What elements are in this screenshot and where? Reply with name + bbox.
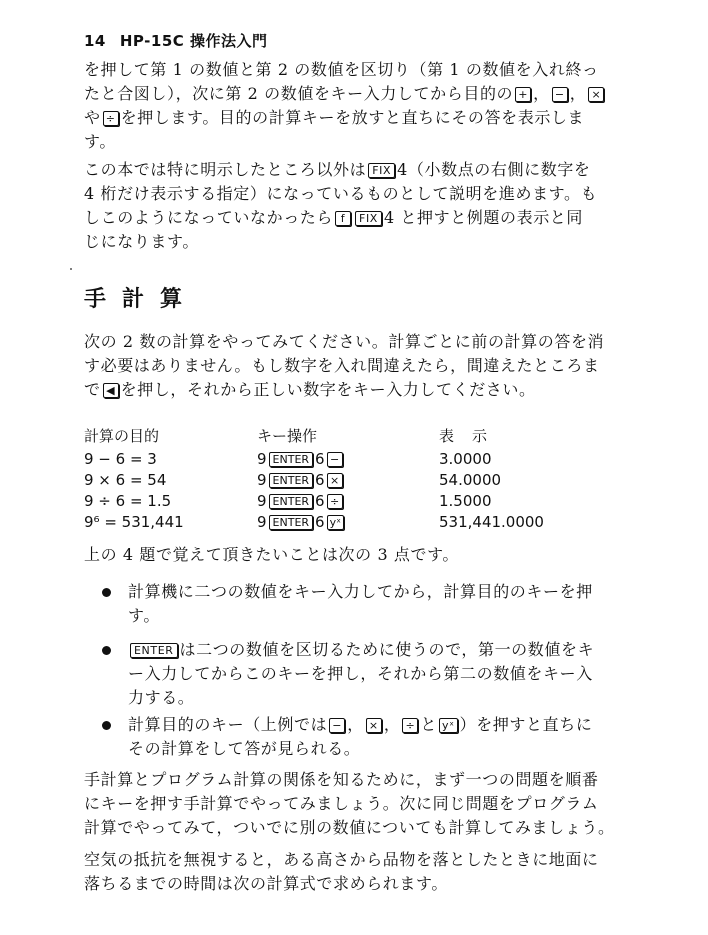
display-cell: 531,441.0000 — [439, 512, 544, 531]
power-key: yˣ — [327, 515, 344, 530]
purpose-cell: 9 − 6 = 3 — [84, 449, 157, 468]
enter-key: ENTER — [269, 473, 314, 488]
keys-cell: 9 ENTER 6 ÷ — [257, 490, 439, 511]
header-keys: キー操作 — [257, 426, 318, 445]
table-header-row — [84, 422, 639, 448]
plus-key: + — [515, 87, 531, 102]
display-cell: 3.0000 — [439, 449, 492, 468]
intro-paragraph — [84, 58, 632, 154]
intro-line: を押して第 1 の数値と第 2 の数値を区切り（第 1 の数値を入れ終っ — [84, 60, 599, 79]
purpose-cell: 9⁶ = 531,441 — [84, 512, 184, 531]
purpose-cell: 9 ÷ 6 = 1.5 — [84, 491, 172, 510]
minus-key: − — [327, 452, 343, 467]
divide-key: ÷ — [103, 111, 119, 126]
header-display: 表示 — [439, 426, 506, 445]
fix-key: FIX — [355, 211, 382, 226]
f-key: f — [335, 211, 351, 226]
bullet-dot-icon — [102, 646, 111, 655]
divide-key: ÷ — [402, 718, 418, 733]
print-speck — [70, 268, 72, 270]
enter-key: ENTER — [130, 643, 178, 658]
fix-line: 4 桁だけ表示する指定）になっているものとして説明を進めます。も — [84, 184, 598, 203]
final-paragraph — [84, 848, 632, 896]
intro-line: や ÷ を押します。目的の計算キーを放すと直ちにその答を表示しま — [84, 108, 585, 127]
manual-line: で ◀ を押し，それから正しい数字をキー入力してください。 — [84, 380, 536, 399]
purpose-cell: 9 × 6 = 54 — [84, 470, 167, 489]
times-key: × — [588, 87, 604, 102]
program-line: にキーを押す手計算でやってみましょう。次に同じ問題をプログラム — [84, 794, 599, 813]
enter-key: ENTER — [269, 515, 314, 530]
header-purpose: 計算の目的 — [84, 426, 160, 445]
back-arrow-key: ◀ — [103, 383, 119, 398]
final-line: 落ちるまでの時間は次の計算式で求められます。 — [84, 874, 448, 893]
fix-line: しこのようになっていなかったら f FIX 4 と押すと例題の表示と同 — [84, 208, 584, 227]
keys-cell: 9 ENTER 6 × — [257, 469, 439, 490]
bullet-text: 計算機に二つの数値をキー入力してから，計算目的のキーを押 す。 — [128, 582, 593, 625]
final-line: 空気の抵抗を無視すると，ある高さから品物を落としたときに地面に — [84, 850, 599, 869]
program-paragraph — [84, 768, 632, 840]
intro-line: す。 — [84, 132, 116, 151]
fix-line: この本では特に明示したところ以外は FIX 4（小数点の右側に数字を — [84, 160, 591, 179]
bullet-dot-icon — [102, 588, 111, 597]
keys-cell: 9 ENTER 6 − — [257, 448, 439, 469]
times-key: × — [327, 473, 343, 488]
manual-line: 次の 2 数の計算をやってみてください。計算ごとに前の計算の答を消 — [84, 332, 605, 351]
summary-intro: 上の 4 題で覚えて頂きたいことは次の 3 点です。 — [84, 545, 460, 564]
page-header — [84, 30, 268, 51]
minus-key: − — [552, 87, 568, 102]
divide-key: ÷ — [327, 494, 343, 509]
bullet-text: ENTER は二つの数値を区切るために使うので，第一の数値をキ ー入力してからこのキーを押し，それから第二の数値をキー入 力する。 — [128, 640, 595, 707]
section-title: 手計算 — [84, 287, 199, 312]
manual-paragraph — [84, 330, 632, 402]
enter-key: ENTER — [269, 452, 314, 467]
program-line: 計算でやってみて，ついでに別の数値についても計算してみましょう。 — [84, 818, 615, 837]
bullet-dot-icon — [102, 721, 111, 730]
display-cell: 54.0000 — [439, 470, 502, 489]
fix-paragraph — [84, 158, 632, 254]
table-row — [84, 490, 639, 511]
program-line: 手計算とプログラム計算の関係を知るために，まず一つの問題を順番 — [84, 770, 599, 789]
fix-key: FIX — [368, 163, 395, 178]
times-key: × — [366, 718, 382, 733]
display-cell: 1.5000 — [439, 491, 492, 510]
table-row — [84, 511, 639, 532]
manual-line: す必要はありません。もし数字を入れ間違えたら，間違えたところま — [84, 356, 600, 375]
intro-line: たと合図し），次に第 2 の数値をキー入力してから目的の + ， − ， × — [84, 82, 632, 106]
page-number: 14 — [84, 32, 106, 50]
book-title: HP-15C 操作法入門 — [119, 32, 268, 50]
power-key: yˣ — [439, 718, 458, 733]
keys-cell: 9 ENTER 6 yˣ — [257, 511, 439, 532]
enter-key: ENTER — [269, 494, 314, 509]
fix-line: じになります。 — [84, 232, 199, 251]
bullet-text: 計算目的のキー（上例では − ， × ， ÷ と yˣ ）を押すと直ちに その計算をして答が見られる。 — [128, 715, 593, 758]
example-table — [84, 422, 639, 532]
table-row — [84, 469, 639, 490]
minus-key: − — [329, 718, 345, 733]
table-row — [84, 448, 639, 469]
